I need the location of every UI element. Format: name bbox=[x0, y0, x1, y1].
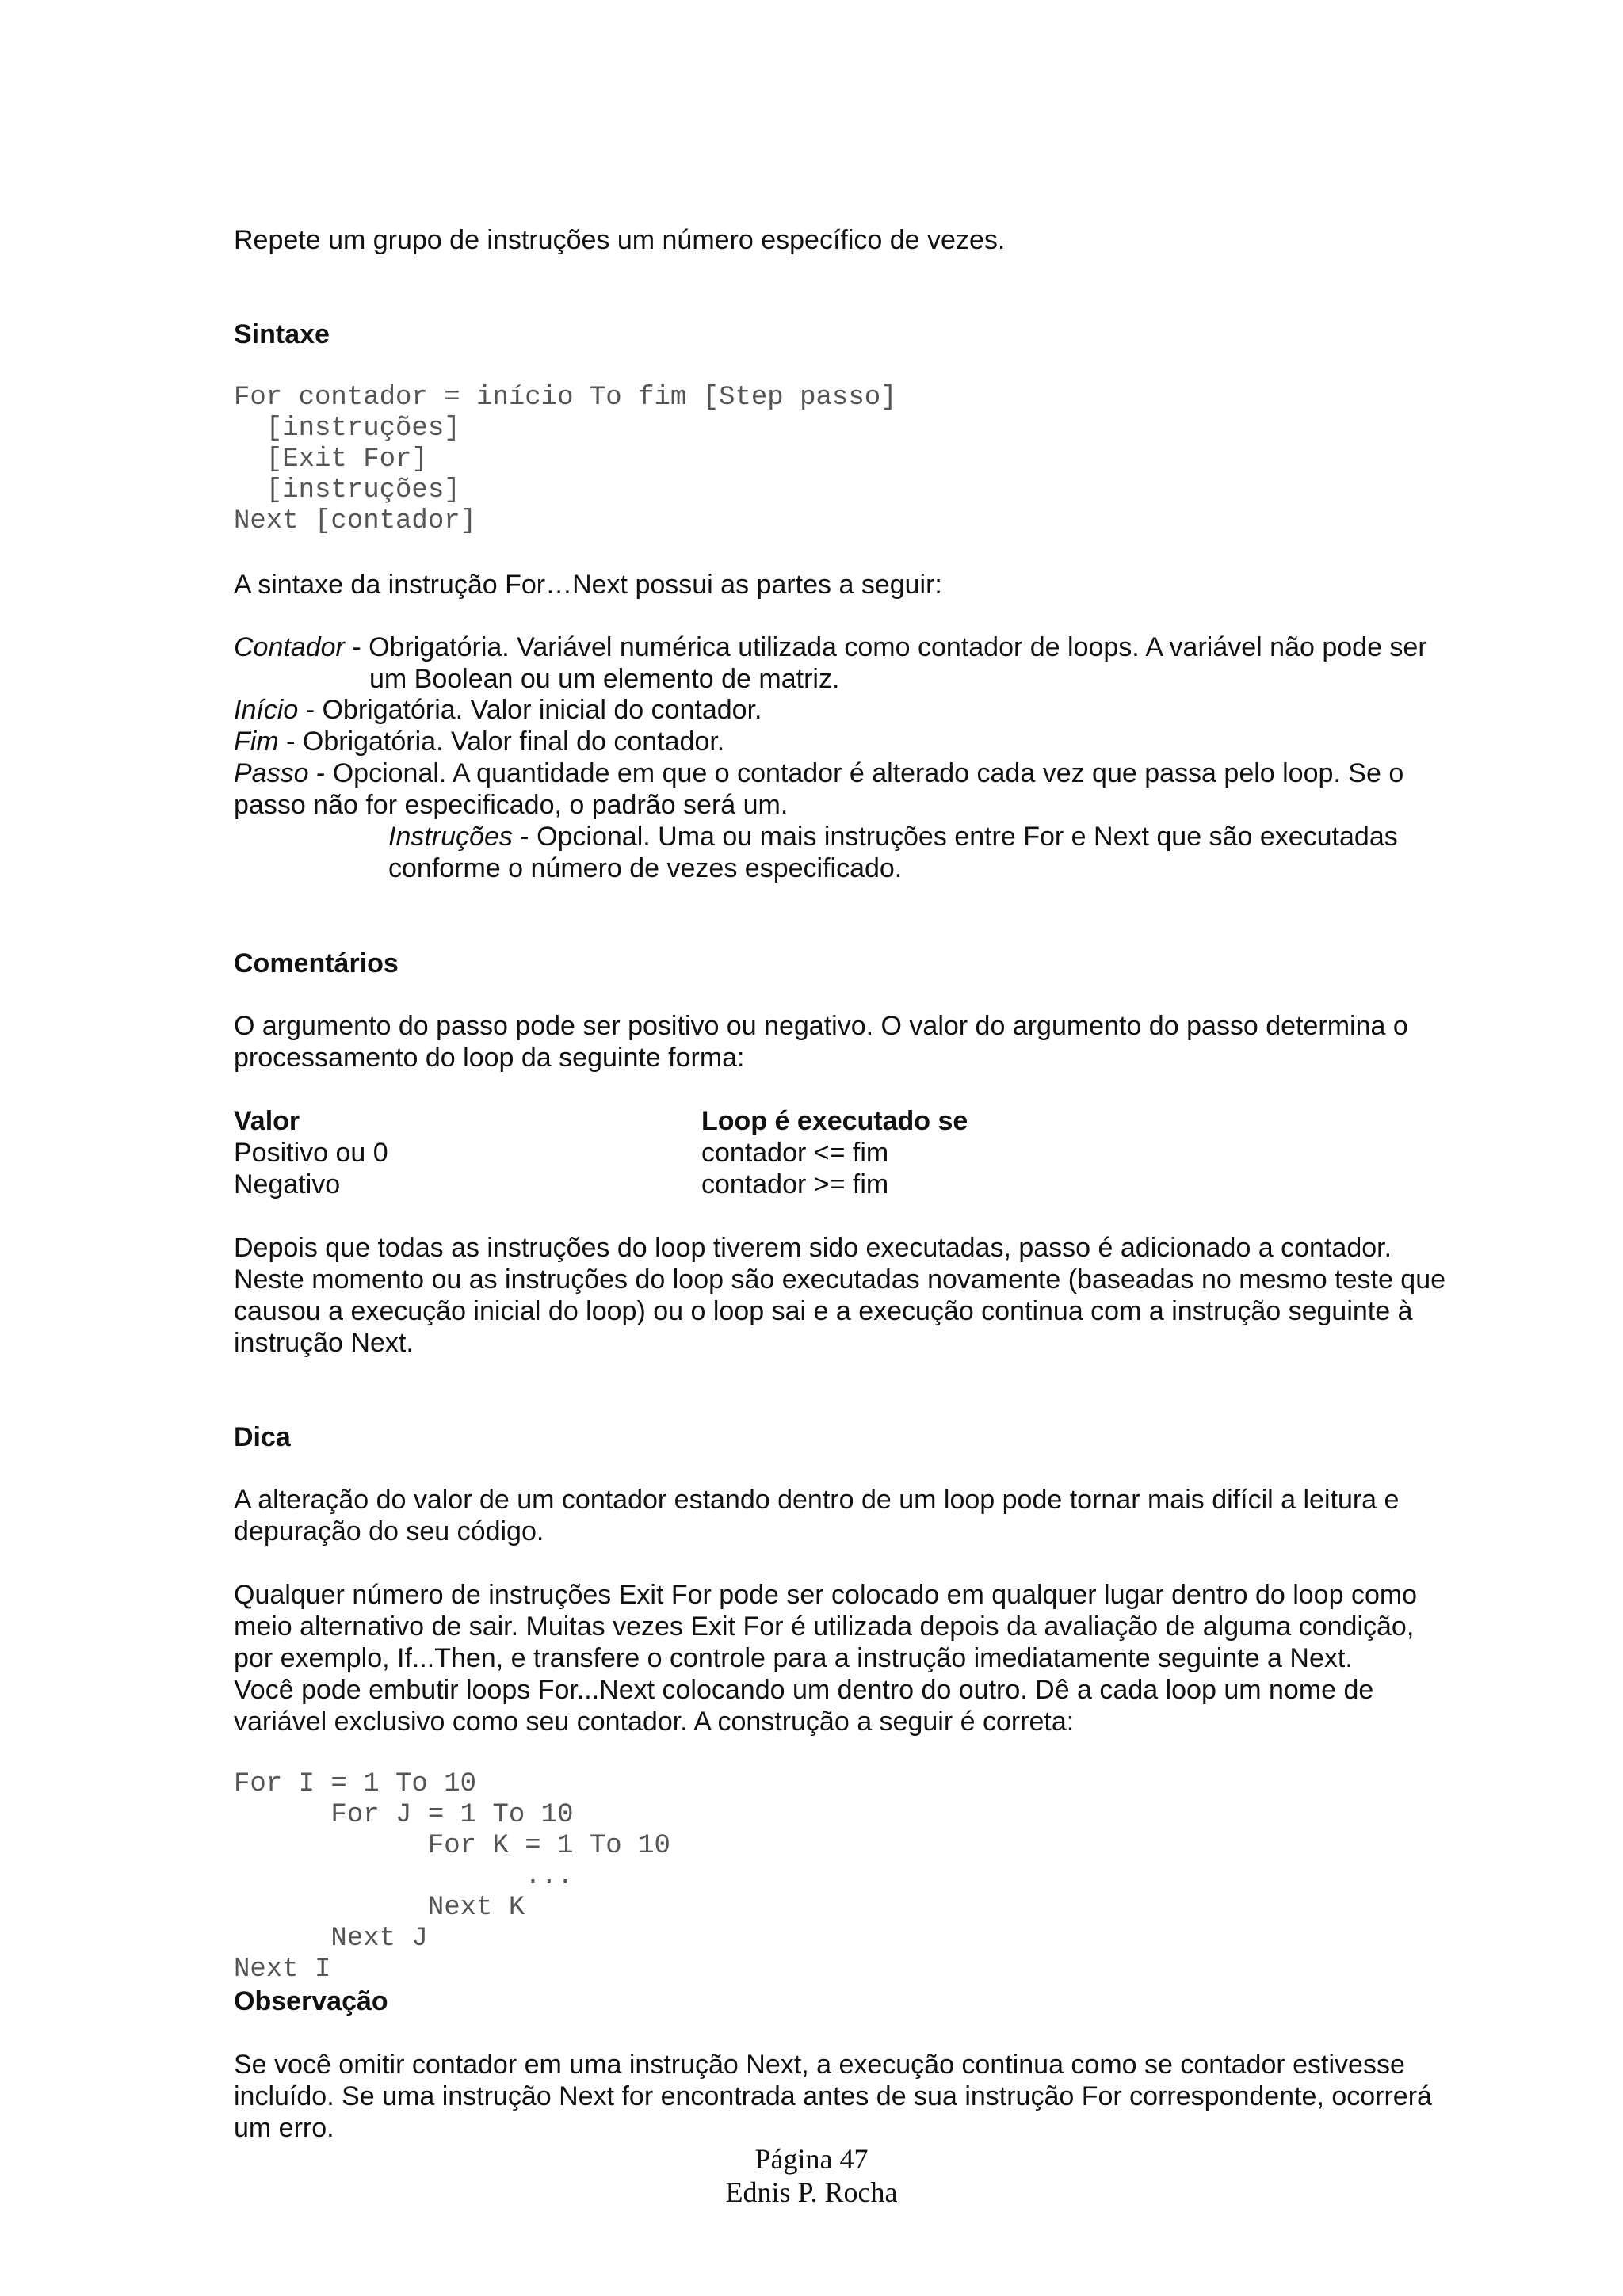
part-term: Início bbox=[234, 695, 299, 725]
syntax-code-line: Next [contador] bbox=[234, 506, 477, 536]
footer-author: Ednis P. Rocha bbox=[725, 2176, 898, 2208]
tip-paragraph-line: meio alternativo de sair. Muitas vezes Exit For é utilizada depois da avaliação de alguma condição, bbox=[234, 1611, 1415, 1642]
tip-paragraph-line: Qualquer número de instruções Exit For pode ser colocado em qualquer lugar dentro do loop como bbox=[234, 1580, 1418, 1610]
comments-paragraph-line: Depois que todas as instruções do loop tiverem sido executadas, passo é adicionado a contador. bbox=[234, 1233, 1392, 1263]
footer-page-number: Página 47 bbox=[754, 2143, 869, 2175]
example-code-line: For J = 1 To 10 bbox=[234, 1800, 574, 1830]
part-term: Instruções bbox=[388, 822, 513, 852]
part-inicio bbox=[234, 694, 762, 726]
comments-heading: Comentários bbox=[234, 948, 399, 978]
part-term: Contador bbox=[234, 632, 345, 662]
table-header-valor: Valor bbox=[234, 1106, 300, 1136]
tip-paragraph-line: Você pode embutir loops For...Next colocando um dentro do outro. Dê a cada loop um nome de bbox=[234, 1675, 1374, 1705]
tip-paragraph-line: depuração do seu código. bbox=[234, 1516, 544, 1547]
part-desc: - Opcional. A quantidade em que o contador é alterado cada vez que passa pelo loop. Se o bbox=[308, 758, 1404, 788]
table-cell: Positivo ou 0 bbox=[234, 1138, 388, 1168]
comments-paragraph-line: O argumento do passo pode ser positivo ou negativo. O valor do argumento do passo determina o bbox=[234, 1011, 1408, 1041]
table-row bbox=[234, 1137, 889, 1169]
example-code-line: For I = 1 To 10 bbox=[234, 1769, 477, 1799]
tip-heading: Dica bbox=[234, 1422, 291, 1452]
syntax-code-line: For contador = início To fim [Step passo] bbox=[234, 383, 897, 413]
comments-paragraph-line: Neste momento ou as instruções do loop são executadas novamente (baseadas no mesmo teste que bbox=[234, 1264, 1446, 1295]
part-desc: - Opcional. Uma ou mais instruções entre For e Next que são executadas bbox=[512, 822, 1398, 852]
syntax-code-line: [Exit For] bbox=[234, 444, 428, 475]
table-cell: Negativo bbox=[234, 1169, 341, 1199]
part-instrucoes-cont: conforme o número de vezes especificado. bbox=[388, 853, 903, 883]
note-paragraph-line: um erro. bbox=[234, 2113, 334, 2143]
tip-paragraph-line: por exemplo, If...Then, e transfere o controle para a instrução imediatamente seguinte a Next. bbox=[234, 1643, 1353, 1673]
part-term: Passo bbox=[234, 758, 309, 788]
example-code-line: Next I bbox=[234, 1955, 331, 1985]
example-code-line: For K = 1 To 10 bbox=[234, 1831, 670, 1861]
note-heading: Observação bbox=[234, 1986, 388, 2016]
table-cell: contador >= fim bbox=[701, 1169, 889, 1199]
table-header-row bbox=[234, 1105, 968, 1137]
comments-paragraph-line: instrução Next. bbox=[234, 1328, 414, 1358]
part-instrucoes bbox=[388, 821, 1398, 852]
example-code-line: Next K bbox=[234, 1893, 525, 1923]
table-header-loop: Loop é executado se bbox=[701, 1106, 968, 1136]
tip-paragraph-line: variável exclusivo como seu contador. A construção a seguir é correta: bbox=[234, 1707, 1075, 1737]
comments-paragraph-line: processamento do loop da seguinte forma: bbox=[234, 1043, 745, 1073]
syntax-heading: Sintaxe bbox=[234, 319, 330, 349]
table-cell: contador <= fim bbox=[701, 1138, 889, 1168]
part-desc: - Obrigatória. Valor final do contador. bbox=[278, 727, 725, 757]
part-contador-cont: um Boolean ou um elemento de matriz. bbox=[369, 664, 840, 694]
tip-paragraph-line: A alteração do valor de um contador estando dentro de um loop pode tornar mais difícil a leitura e bbox=[234, 1485, 1400, 1515]
example-code-line: ... bbox=[234, 1862, 574, 1892]
part-passo-cont: passo não for especificado, o padrão será um. bbox=[234, 790, 789, 820]
comments-paragraph-line: causou a execução inicial do loop) ou o loop sai e a execução continua com a instrução seguinte à bbox=[234, 1296, 1413, 1326]
example-code-line: Next J bbox=[234, 1924, 428, 1954]
note-paragraph-line: Se você omitir contador em uma instrução Next, a execução continua como se contador estivesse bbox=[234, 2050, 1405, 2080]
syntax-parts-intro: A sintaxe da instrução For…Next possui as partes a seguir: bbox=[234, 570, 942, 600]
part-desc: - Obrigatória. Valor inicial do contador. bbox=[298, 695, 762, 725]
part-desc: - Obrigatória. Variável numérica utilizada como contador de loops. A variável não pode ser bbox=[344, 632, 1427, 662]
part-passo bbox=[234, 757, 1403, 789]
note-paragraph-line: incluído. Se uma instrução Next for encontrada antes de sua instrução For correspondente, ocorrerá bbox=[234, 2081, 1432, 2111]
table-row bbox=[234, 1169, 889, 1200]
syntax-code-line: [instruções] bbox=[234, 414, 460, 444]
part-fim bbox=[234, 726, 724, 757]
part-term: Fim bbox=[234, 727, 279, 757]
part-contador bbox=[234, 631, 1427, 663]
intro-text: Repete um grupo de instruções um número específico de vezes. bbox=[234, 225, 1006, 255]
syntax-code-line: [instruções] bbox=[234, 475, 460, 505]
